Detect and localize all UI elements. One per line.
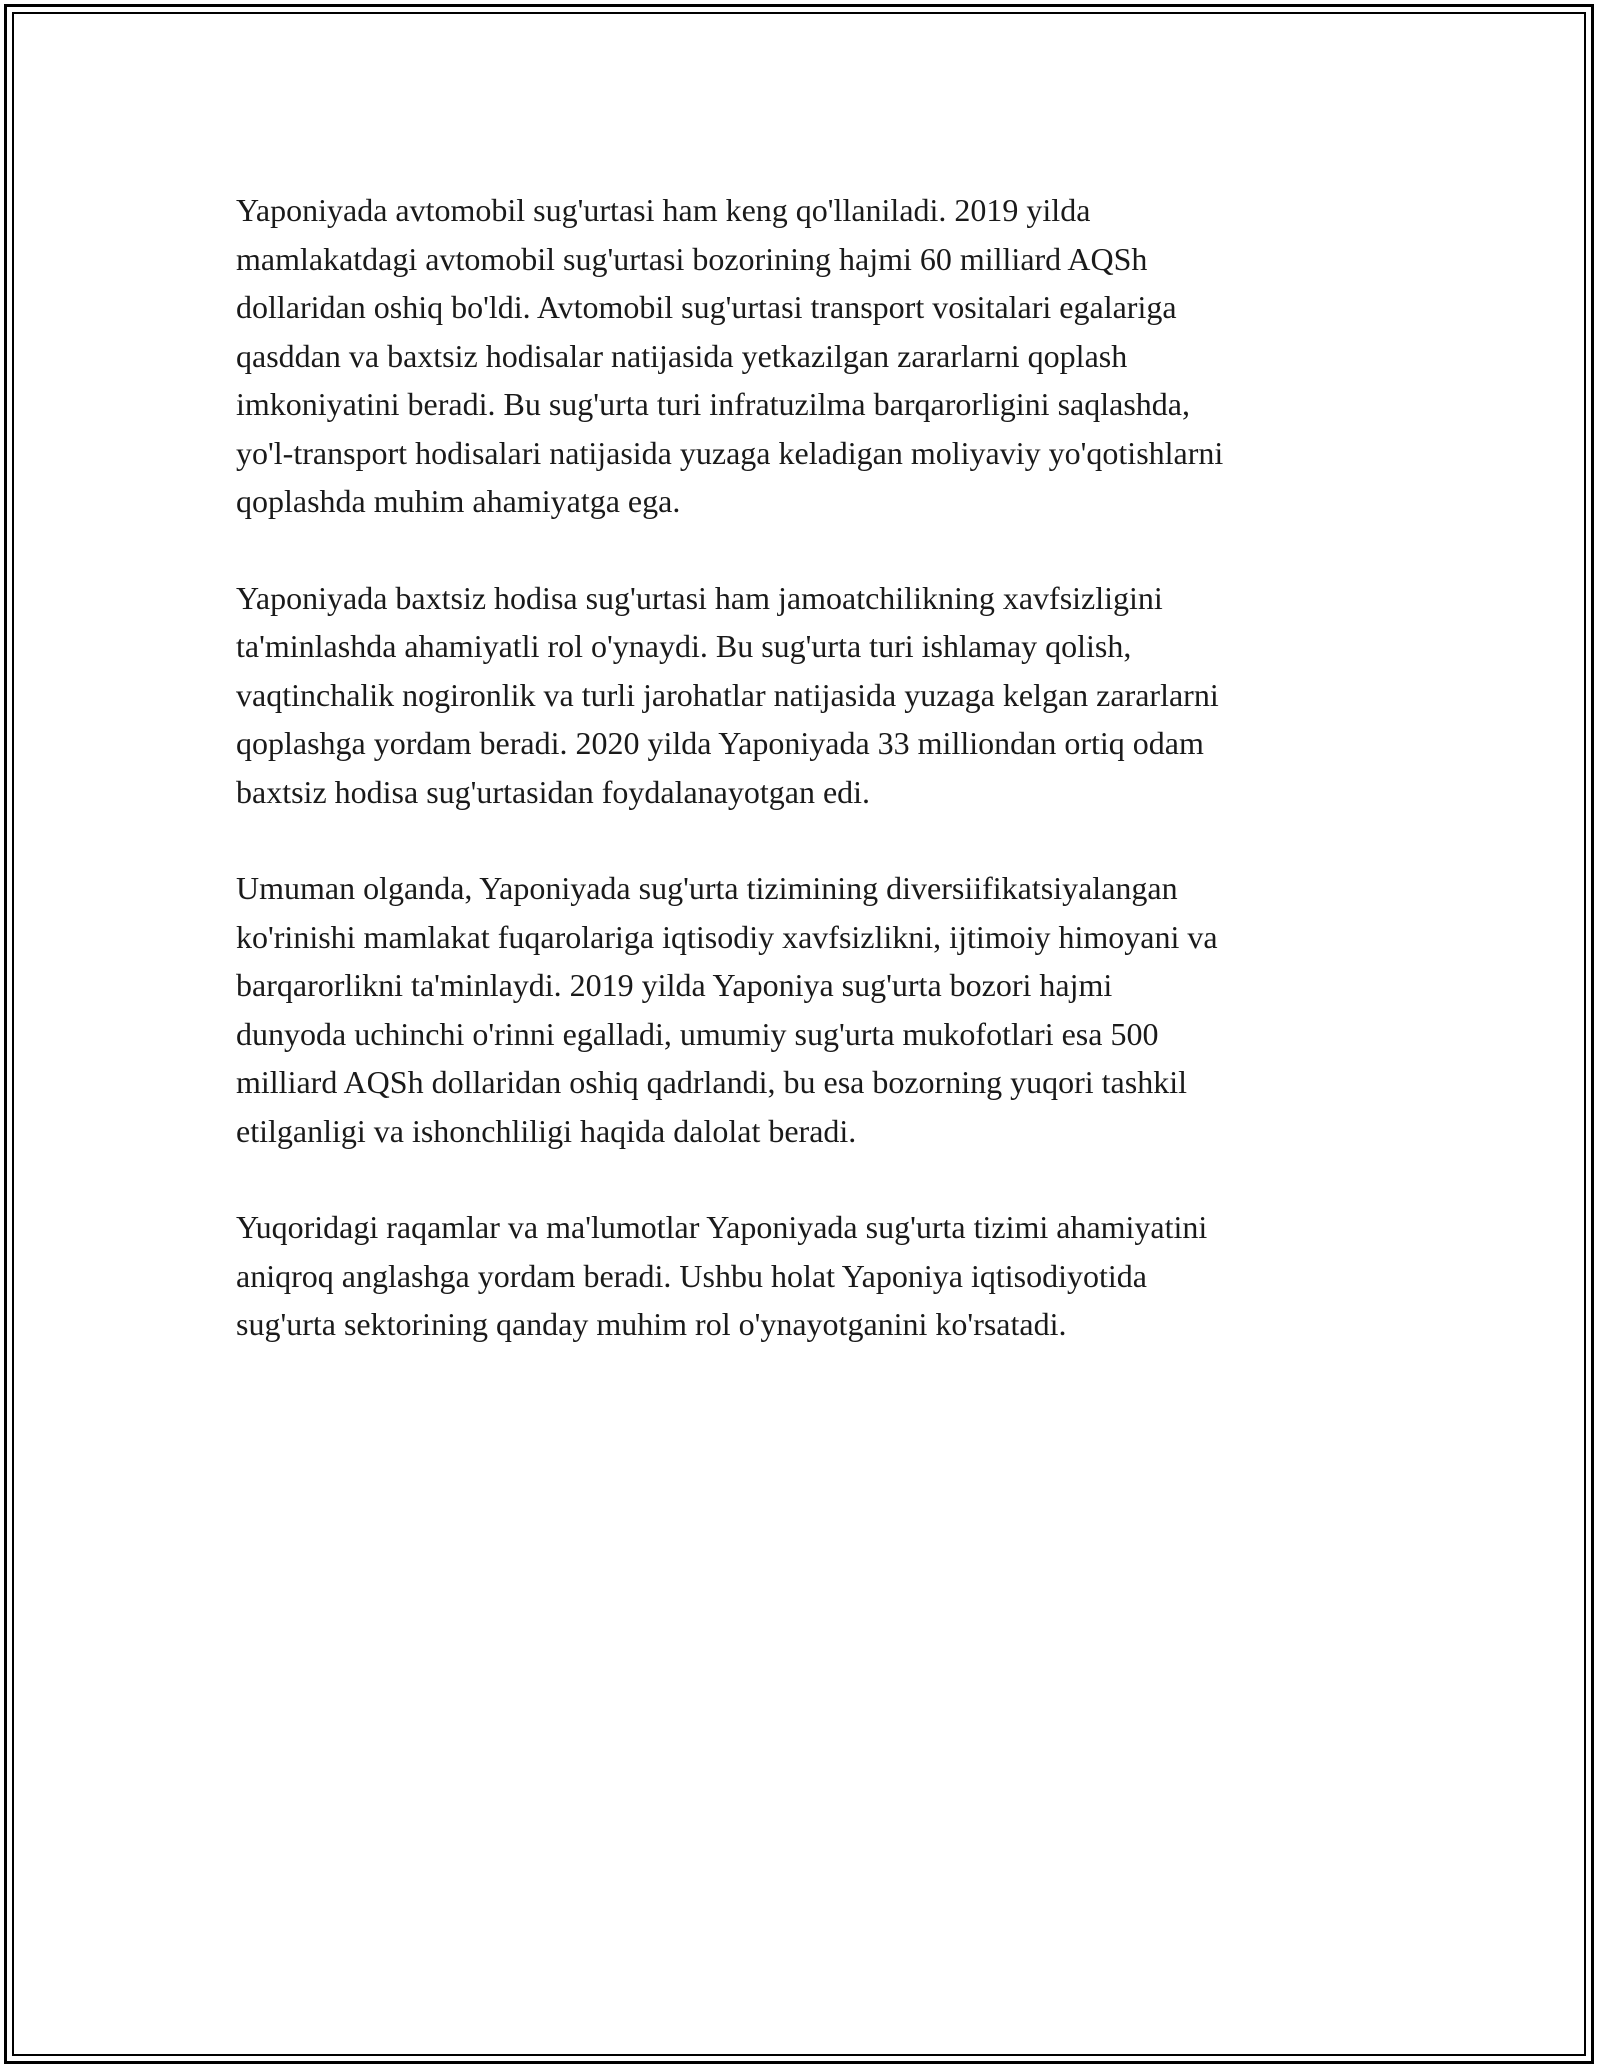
text-line: aniqroq anglashga yordam beradi. Ushbu holat Yaponiya iqtisodiyotida [236, 1257, 1147, 1294]
text-line: qasddan va baxtsiz hodisalar natijasida yetkazilgan zararlarni qoplash [236, 337, 1128, 374]
text-line: barqarorlikni ta'minlaydi. 2019 yilda Yaponiya sug'urta bozori hajmi [236, 967, 1113, 1003]
text-line: ko'rinishi mamlakat fuqarolariga iqtisodiy xavfsizlikni, ijtimoiy himoyani va [236, 918, 1218, 955]
text-line: qoplashga yordam beradi. 2020 yilda Yaponiyada 33 milliondan ortiq odam [236, 725, 1204, 761]
text-line: Yaponiyada avtomobil sug'urtasi ham keng qo'llaniladi. 2019 yilda [236, 192, 1091, 228]
text-line: etilganligi va ishonchliligi haqida dalolat beradi. [236, 1112, 857, 1149]
text-line: mamlakatdagi avtomobil sug'urtasi bozorining hajmi 60 milliard AQSh [236, 240, 1148, 277]
paragraph-car-insurance [236, 186, 1386, 526]
paragraph-summary [236, 864, 1386, 1155]
text-line: dunyoda uchinchi o'rinni egalladi, umumiy sug'urta mukofotlari esa 500 [236, 1015, 1159, 1052]
text-line: Yaponiyada baxtsiz hodisa sug'urtasi ham jamoatchilikning xavfsizligini [236, 579, 1163, 616]
text-line: baxtsiz hodisa sug'urtasidan foydalanayotgan edi. [236, 773, 871, 810]
paragraph-accident-insurance [236, 574, 1386, 817]
text-line: qoplashda muhim ahamiyatga ega. [236, 483, 681, 519]
text-line: sug'urta sektorining qanday muhim rol o'ynayotganini ko'rsatadi. [236, 1306, 1067, 1342]
paragraph-conclusion [236, 1203, 1386, 1349]
text-line: milliard AQSh dollaridan oshiq qadrlandi, bu esa bozorning yuqori tashkil [236, 1064, 1187, 1100]
document-body [236, 186, 1386, 1397]
text-line: yo'l-transport hodisalari natijasida yuzaga keladigan moliyaviy yo'qotishlarni [236, 434, 1224, 471]
text-line: imkoniyatini beradi. Bu sug'urta turi infratuzilma barqarorligini saqlashda, [236, 386, 1190, 422]
text-line: ta'minlashda ahamiyatli rol o'ynaydi. Bu sug'urta turi ishlamay qolish, [236, 628, 1132, 664]
text-line: dollaridan oshiq bo'ldi. Avtomobil sug'urtasi transport vositalari egalariga [236, 289, 1177, 325]
text-line: vaqtinchalik nogironlik va turli jarohatlar natijasida yuzaga kelgan zararlarni [236, 676, 1219, 713]
text-line: Umuman olganda, Yaponiyada sug'urta tizimining diversiifikatsiyalangan [236, 870, 1178, 906]
text-line: Yuqoridagi raqamlar va ma'lumotlar Yaponiyada sug'urta tizimi ahamiyatini [236, 1209, 1208, 1245]
